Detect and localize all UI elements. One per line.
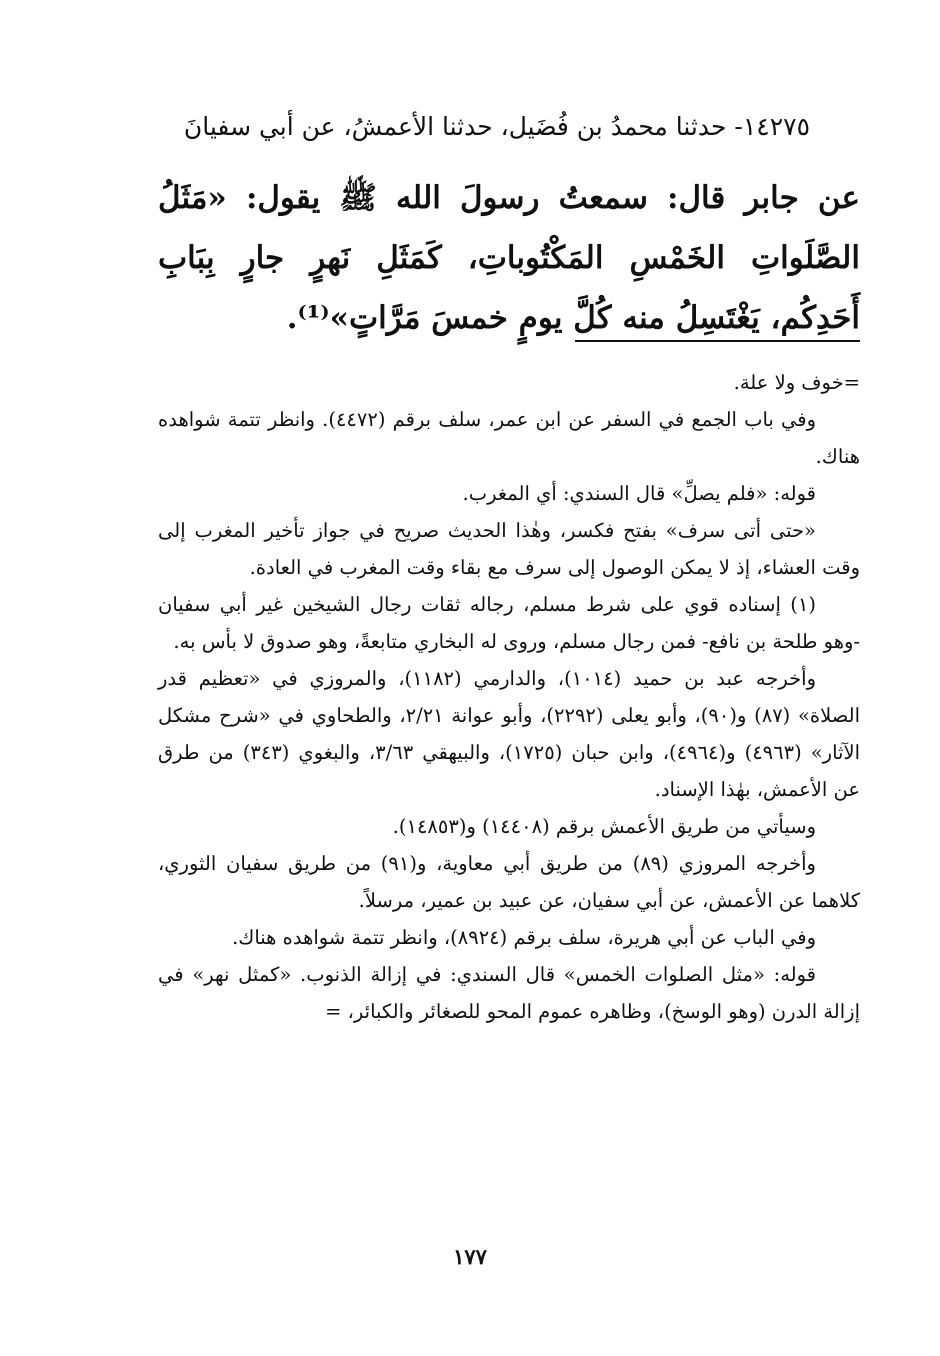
footnote-paragraph: قوله: «مثل الصلوات الخمس» قال السندي: في إزالة الذنوب. «كمثل نهر» في إزالة الدرن (وهو الوسخ)، وظاهره عموم المحو للصغائر والكبائر، =	[158, 963, 860, 1023]
footnote-paragraph: وأخرجه المروزي (٨٩) من طريق أبي معاوية، و(٩١) من طريق سفيان الثوري، كلاهما عن الأعمش، عن أبي سفيان، عن عبيد بن عمير، مرسلاً.	[158, 852, 860, 912]
footnote-paragraph: وسيأتي من طريق الأعمش برقم (١٤٤٠٨) و(١٤٨٥٣).	[392, 815, 816, 838]
hadith-isnad-line: ١٤٢٧٥- حدثنا محمدُ بن فُضَيل، حدثنا الأعمشُ، عن أبي سفيانَ	[183, 112, 810, 141]
footnote-continuation: =خوف ولا علة.	[733, 371, 860, 394]
footnote-paragraph: (١) إسناده قوي على شرط مسلم، رجاله ثقات رجال الشيخين غير أبي سفيان -وهو طلحة بن نافع- فمن رجال مسلم، وروى له البخاري متابعةً، وهو صدوق لا بأس به.	[158, 593, 860, 653]
footnote-paragraph: وأخرجه عبد بن حميد (١٠١٤)، والدارمي (١١٨٢)، والمروزي في «تعظيم قدر الصلاة» (٨٧) و(٩٠)، وأبو يعلى (٢٢٩٢)، وأبو عوانة ٢/٢١، والطحاوي في «شرح مشكل الآثار» (٤٩٦٣) و(٤٩٦٤)، وابن حبان (١٧٢٥)، والبيهقي ٣/٦٣، والبغوي (٣٤٣) من طرق عن الأعمش، بهٰذا الإسناد.	[158, 667, 861, 801]
footnote-paragraph: وفي باب الجمع في السفر عن ابن عمر، سلف برقم (٤٤٧٢). وانظر تتمة شواهده هناك.	[158, 408, 860, 468]
footnote-paragraph: قوله: «فلم يصلِّ» قال السندي: أي المغرب.	[462, 482, 816, 505]
page-number: ١٧٧	[453, 1244, 487, 1269]
footnote-paragraph: «حتى أتى سرف» بفتح فكسر، وهٰذا الحديث صريح في جواز تأخير المغرب إلى وقت العشاء، إذ لا يمكن الوصول إلى سرف مع بقاء وقت المغرب في العادة.	[158, 519, 860, 579]
footnote-paragraph: وفي الباب عن أبي هريرة، سلف برقم (٨٩٢٤)، وانظر تتمة شواهده هناك.	[232, 926, 816, 949]
footnote-separator	[575, 340, 860, 342]
hadith-text: عن جابر قال: سمعتُ رسولَ الله ﷺ يقول: «مَثَلُ الصَّلَواتِ الخَمْسِ المَكْتُوباتِ، كَمَثَلِ نَهرٍ جارٍ بِبَابِ أَحَدِكُم، يَغْتَسِلُ منه كُلَّ يومٍ خمسَ مَرَّاتٍ»⁽¹⁾.	[158, 180, 860, 336]
footnotes	[158, 364, 860, 1030]
